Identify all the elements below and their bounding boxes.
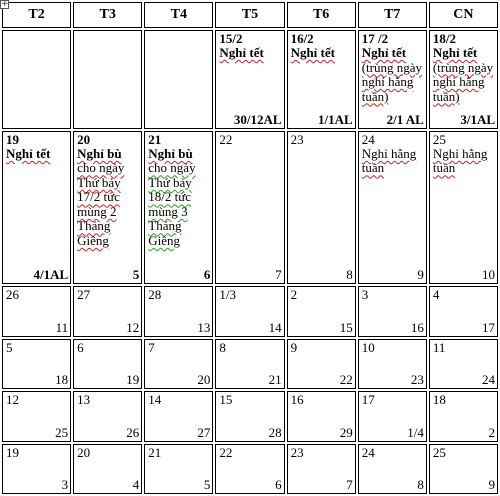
day-cell-empty — [144, 30, 213, 129]
solar-date: 1/3 — [219, 287, 237, 303]
solar-date: 16/2 — [290, 31, 314, 46]
solar-date: 25 — [432, 131, 446, 147]
lunar-date: 8 — [346, 267, 353, 283]
lunar-date: 15 — [339, 319, 353, 335]
day-cell — [144, 131, 213, 284]
day-cell — [144, 286, 213, 336]
lunar-date: 19 — [126, 372, 140, 388]
holiday-label: Nghỉ tết — [6, 145, 51, 161]
lunar-date: 7 — [275, 267, 282, 283]
solar-date: 28 — [148, 287, 162, 303]
lunar-date: 17 — [482, 319, 495, 335]
day-note — [148, 147, 210, 249]
weekly-off-label: Nghỉ hằng tuần — [361, 145, 417, 176]
lunar-date: 16 — [410, 319, 424, 335]
table-select-handle-icon[interactable]: + — [1, 0, 9, 9]
weekday-header: T7 — [358, 2, 427, 28]
day-cell — [358, 391, 427, 441]
day-cell — [287, 444, 356, 494]
lunar-date: 1/4 — [407, 424, 424, 440]
solar-date: 17 — [361, 392, 375, 408]
solar-date: 18 — [432, 392, 446, 408]
solar-date: 23 — [290, 131, 304, 147]
day-cell — [73, 286, 142, 336]
solar-date: 19 — [6, 131, 19, 147]
lunar-date: 3 — [61, 477, 69, 492]
holiday-label: Nghỉ tết — [219, 45, 264, 60]
day-cell — [2, 131, 71, 284]
day-cell — [2, 444, 71, 494]
day-note — [291, 46, 353, 61]
lunar-date: 7 — [346, 477, 353, 492]
calendar-week-row — [2, 286, 498, 336]
day-note — [433, 46, 495, 104]
day-cell — [215, 339, 284, 389]
lunar-date: 10 — [482, 267, 495, 283]
day-cell — [215, 131, 284, 284]
day-cell — [144, 444, 213, 494]
calendar-week-row — [2, 30, 498, 129]
weekday-header: T4 — [144, 2, 213, 28]
day-cell — [144, 391, 213, 441]
lunar-date: 14 — [268, 319, 282, 335]
day-cell-empty — [2, 30, 71, 129]
day-cell — [358, 286, 427, 336]
lunar-date: 6 — [203, 267, 211, 283]
lunar-date: 30/12AL — [233, 111, 282, 127]
holiday-note: (trùng ngày nghỉ hằng tuần) — [432, 59, 494, 104]
holiday-label: Nghỉ tết — [432, 45, 478, 60]
day-cell — [73, 339, 142, 389]
lunar-date: 5 — [132, 267, 140, 283]
lunar-date: 23 — [410, 372, 424, 388]
solar-date: 12 — [6, 392, 19, 408]
day-cell — [429, 131, 498, 284]
lunar-date: 3/1AL — [460, 111, 495, 127]
lunar-date: 28 — [268, 424, 282, 440]
solar-date: 11 — [432, 339, 446, 355]
solar-date: 24 — [361, 131, 375, 147]
calendar-week-row — [2, 131, 498, 284]
solar-date: 3 — [361, 287, 369, 303]
day-note — [362, 147, 424, 176]
solar-date: 22 — [219, 444, 233, 460]
lunar-date: 26 — [126, 424, 140, 440]
lunar-date: 21 — [268, 372, 282, 388]
solar-date: 16 — [290, 392, 304, 408]
lunar-date: 20 — [197, 372, 211, 388]
solar-date: 8 — [219, 339, 226, 355]
day-cell — [215, 391, 284, 441]
solar-date: 13 — [77, 392, 91, 408]
day-note — [362, 46, 424, 104]
weekly-off-label: Nghỉ hằng tuần — [432, 145, 488, 176]
lunar-date: 6 — [275, 477, 282, 492]
day-cell — [358, 339, 427, 389]
day-cell — [73, 131, 142, 284]
day-cell — [429, 286, 498, 336]
day-cell — [287, 131, 356, 284]
solar-date: 4 — [432, 287, 440, 303]
solar-date: 6 — [77, 339, 84, 355]
solar-date: 21 — [148, 131, 162, 147]
weekday-header: CN — [429, 2, 498, 28]
lunar-date: 2/1 AL — [386, 111, 424, 127]
solar-date: 14 — [148, 392, 162, 408]
lunar-date: 4 — [132, 477, 140, 492]
solar-date: 19 — [6, 444, 19, 460]
solar-date: 5 — [6, 339, 13, 355]
holiday-note: cho ngày Thứ bảy 18/2 tức mùng 3 Tháng Giêng — [148, 160, 196, 248]
day-cell — [2, 339, 71, 389]
solar-date: 25 — [432, 444, 446, 460]
lunar-date: 5 — [203, 477, 211, 492]
day-cell — [429, 444, 498, 494]
solar-date: 10 — [361, 339, 375, 355]
lunar-date: 2 — [488, 424, 495, 440]
weekday-header: T5 — [215, 2, 284, 28]
lunar-date: 29 — [339, 424, 353, 440]
weekday-header: T6 — [287, 2, 356, 28]
solar-date: 7 — [148, 339, 155, 355]
calendar-week-row — [2, 339, 498, 389]
day-cell — [287, 339, 356, 389]
day-cell — [144, 339, 213, 389]
solar-date: 24 — [361, 444, 375, 460]
holiday-label: Nghỉ tết — [361, 45, 407, 60]
lunar-date: 12 — [126, 319, 140, 335]
lunar-date: 4/1AL — [33, 267, 69, 283]
holiday-label: Nghỉ bù — [77, 145, 122, 161]
holiday-label: Nghỉ tết — [290, 45, 335, 60]
solar-date: 23 — [290, 444, 304, 460]
lunar-date: 22 — [339, 372, 353, 388]
lunar-date: 8 — [417, 477, 424, 492]
day-cell — [73, 391, 142, 441]
lunar-date: 9 — [417, 267, 424, 283]
day-cell — [287, 30, 356, 129]
day-cell — [429, 30, 498, 129]
day-cell — [2, 391, 71, 441]
lunar-date: 24 — [482, 372, 495, 388]
solar-date: 9 — [290, 339, 298, 355]
solar-date: 22 — [219, 131, 233, 147]
day-cell — [358, 131, 427, 284]
solar-date: 17 /2 — [361, 31, 389, 46]
solar-date: 20 — [77, 444, 91, 460]
day-cell — [287, 286, 356, 336]
calendar-week-row — [2, 444, 498, 494]
solar-date: 18/2 — [432, 31, 456, 46]
day-note — [77, 147, 139, 249]
solar-date: 21 — [148, 444, 162, 460]
day-note — [6, 147, 68, 162]
day-note — [433, 147, 495, 176]
weekday-header-row — [2, 2, 498, 28]
day-cell — [215, 286, 284, 336]
solar-date: 26 — [6, 287, 19, 303]
weekday-header: T2 — [2, 2, 71, 28]
day-cell — [287, 391, 356, 441]
day-cell — [215, 444, 284, 494]
solar-date: 20 — [77, 131, 91, 147]
solar-date: 15/2 — [219, 31, 243, 46]
lunar-date: 18 — [55, 372, 69, 388]
holiday-label: Nghỉ bù — [148, 145, 193, 161]
holiday-note: cho ngày Thứ bảy 17/2 tức mùng 2 Tháng Giêng — [77, 160, 125, 248]
day-cell — [429, 391, 498, 441]
weekday-header: T3 — [73, 2, 142, 28]
day-note — [219, 46, 281, 61]
lunar-date: 13 — [197, 319, 211, 335]
day-cell — [358, 444, 427, 494]
day-cell — [73, 444, 142, 494]
day-cell — [429, 339, 498, 389]
calendar-week-row — [2, 391, 498, 441]
holiday-note: (trùng ngày nghỉ hằng tuần) — [361, 59, 422, 104]
lunar-date: 9 — [488, 477, 495, 492]
solar-date: 27 — [77, 287, 91, 303]
lunar-date: 27 — [197, 424, 211, 440]
day-cell — [2, 286, 71, 336]
lunar-date: 25 — [55, 424, 69, 440]
day-cell-empty — [73, 30, 142, 129]
day-cell — [358, 30, 427, 129]
lunar-date: 1/1AL — [318, 111, 353, 127]
day-cell — [215, 30, 284, 129]
lunar-date: 11 — [55, 319, 69, 335]
solar-date: 15 — [219, 392, 233, 408]
solar-date: 2 — [290, 287, 298, 303]
